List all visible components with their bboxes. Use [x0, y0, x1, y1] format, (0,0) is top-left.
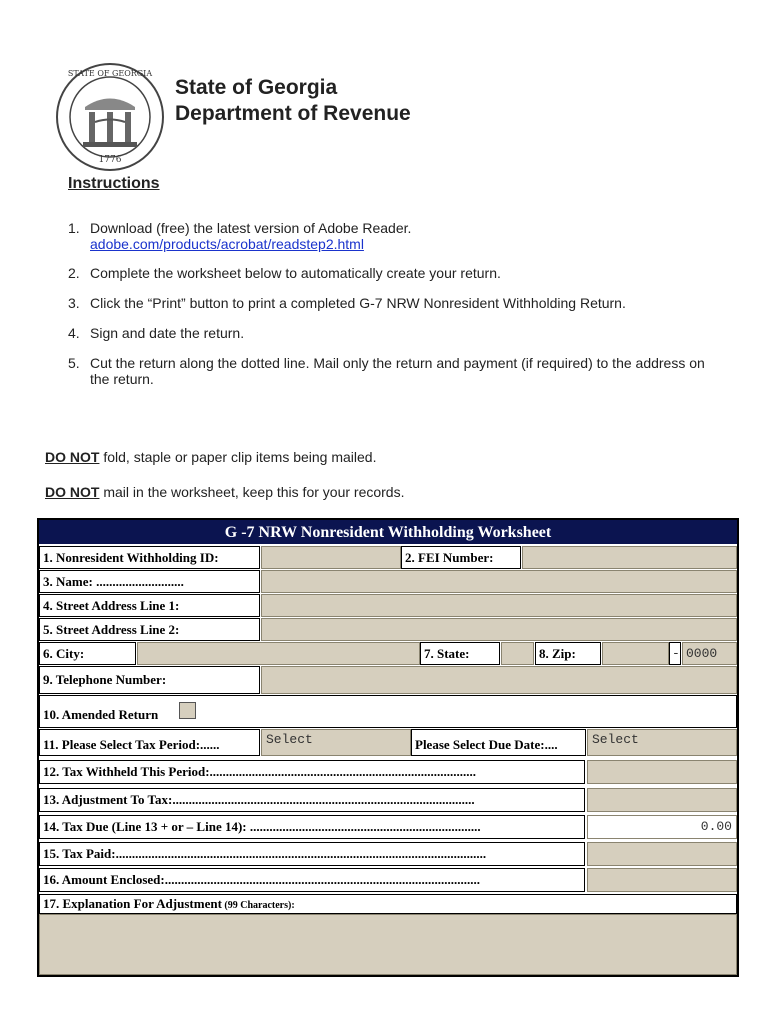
- label-street-2: 5. Street Address Line 2:: [39, 618, 260, 641]
- explanation-textarea[interactable]: [39, 914, 737, 975]
- name-input[interactable]: [261, 570, 737, 593]
- seal-year: 1776: [98, 155, 122, 165]
- instructions-heading: Instructions: [68, 175, 160, 192]
- worksheet-title: G -7 NRW Nonresident Withholding Worksheet: [39, 520, 737, 544]
- adjustment-input[interactable]: [587, 788, 737, 812]
- warning-mail: [45, 484, 404, 500]
- worksheet-form: [37, 518, 739, 977]
- fei-number-input[interactable]: [522, 546, 737, 569]
- tax-period-select[interactable]: Select: [261, 729, 411, 756]
- label-adjustment: 13. Adjustment To Tax:.............................................................................................: [39, 788, 585, 812]
- seal-text: STATE OF GEORGIA: [67, 69, 153, 78]
- label-explanation-limit: (99 Characters):: [221, 900, 295, 911]
- amount-enclosed-input[interactable]: [587, 868, 737, 892]
- tax-due-value: 0.00: [587, 815, 737, 839]
- label-zip: 8. Zip:: [535, 642, 601, 665]
- warning-strong: DO NOT: [45, 449, 100, 465]
- instruction-text: Click the “Print” button to print a completed G-7 NRW Nonresident Withholding Return.: [90, 295, 626, 311]
- label-name: 3. Name: ...........................: [39, 570, 260, 593]
- title-line-department: Department of Revenue: [175, 102, 411, 125]
- instruction-item: [68, 355, 708, 387]
- label-withholding-id: 1. Nonresident Withholding ID:: [39, 546, 260, 569]
- warning-text: fold, staple or paper clip items being mailed.: [99, 449, 377, 465]
- title-line-state: State of Georgia: [175, 76, 338, 99]
- amended-return-checkbox[interactable]: [179, 702, 196, 719]
- tax-paid-input[interactable]: [587, 842, 737, 866]
- adobe-reader-link[interactable]: adobe.com/products/acrobat/readstep2.html: [90, 236, 364, 252]
- street-address-2-input[interactable]: [261, 618, 737, 641]
- instruction-text: Sign and date the return.: [90, 325, 245, 341]
- due-date-select[interactable]: Select: [587, 729, 737, 756]
- instruction-item: [68, 265, 708, 281]
- instruction-number: 1.: [68, 220, 80, 236]
- instruction-number: 4.: [68, 325, 80, 341]
- zip-dash: -: [669, 642, 681, 665]
- label-explanation-main: 17. Explanation For Adjustment: [43, 896, 222, 911]
- page-title: [175, 75, 411, 127]
- withholding-id-input[interactable]: [261, 546, 401, 569]
- zip-extension-input[interactable]: 0000: [682, 642, 737, 665]
- label-explanation: [39, 894, 737, 914]
- georgia-seal-icon: [55, 62, 165, 172]
- label-street-1: 4. Street Address Line 1:: [39, 594, 260, 617]
- label-tax-period: 11. Please Select Tax Period:......: [39, 729, 260, 756]
- instruction-text: Cut the return along the dotted line. Mail only the return and payment (if required) to the address on the return.: [90, 355, 705, 387]
- instruction-text: Complete the worksheet below to automatically create your return.: [90, 265, 501, 281]
- label-city: 6. City:: [39, 642, 136, 665]
- instruction-item: [68, 295, 708, 311]
- zip-input[interactable]: [602, 642, 669, 665]
- label-due-date: Please Select Due Date:....: [411, 729, 586, 756]
- state-input[interactable]: [501, 642, 534, 665]
- label-fei-number: 2. FEI Number:: [401, 546, 521, 569]
- label-state: 7. State:: [420, 642, 500, 665]
- warning-fold: [45, 449, 377, 465]
- instruction-number: 5.: [68, 355, 80, 371]
- label-telephone: 9. Telephone Number:: [39, 666, 260, 694]
- city-input[interactable]: [137, 642, 420, 665]
- instruction-item: [68, 325, 708, 341]
- instructions-list: [68, 220, 708, 401]
- label-amount-enclosed: 16. Amount Enclosed:.................................................................................................: [39, 868, 585, 892]
- label-tax-paid: 15. Tax Paid:..................................................................................................................: [39, 842, 585, 866]
- label-tax-due: 14. Tax Due (Line 13 + or – Line 14): .......................................................................: [39, 815, 585, 839]
- instruction-item: [68, 220, 708, 252]
- telephone-input[interactable]: [261, 666, 737, 694]
- warning-strong: DO NOT: [45, 484, 100, 500]
- instruction-text: Download (free) the latest version of Adobe Reader.: [90, 220, 412, 236]
- warning-text: mail in the worksheet, keep this for your records.: [99, 484, 405, 500]
- tax-withheld-input[interactable]: [587, 760, 737, 784]
- instruction-number: 2.: [68, 265, 80, 281]
- label-tax-withheld: 12. Tax Withheld This Period:..................................................................................: [39, 760, 585, 784]
- label-amended-return: 10. Amended Return: [39, 695, 737, 728]
- street-address-1-input[interactable]: [261, 594, 737, 617]
- instruction-number: 3.: [68, 295, 80, 311]
